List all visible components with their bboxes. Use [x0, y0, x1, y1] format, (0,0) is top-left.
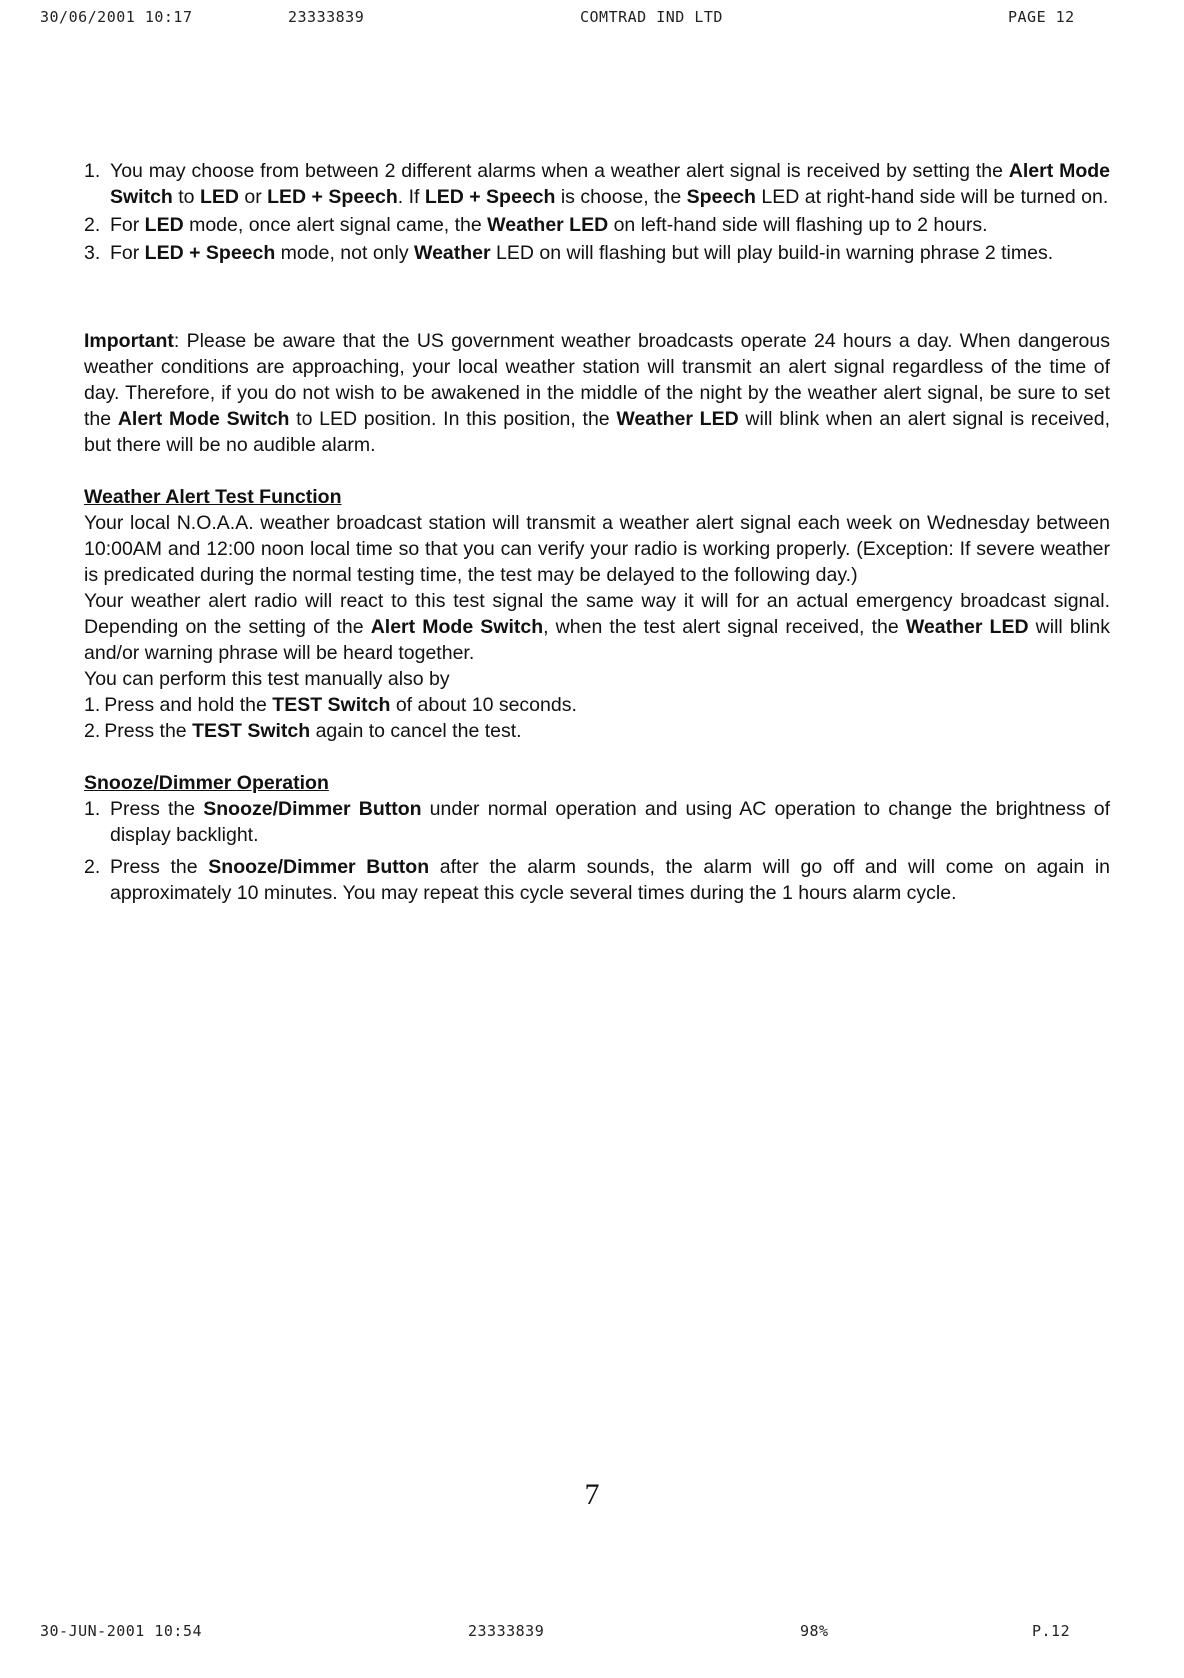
list-number: 2. — [84, 214, 101, 236]
text-run: mode, not only — [275, 242, 415, 264]
fax-footer — [0, 1622, 1184, 1646]
text-run: , when the test alert signal received, the — [543, 616, 906, 638]
text-run: to LED position. In this position, the — [289, 408, 617, 430]
bold-text: LED + Speech — [144, 242, 276, 264]
bold-text: Speech — [686, 186, 756, 208]
list-item-text — [110, 798, 1110, 846]
important-notice — [84, 328, 1110, 458]
list-item — [84, 718, 1110, 744]
list-number: 2. — [84, 856, 101, 878]
list-item — [84, 796, 1110, 848]
fax-header-page: PAGE 12 — [1008, 8, 1075, 26]
fax-footer-number: 23333839 — [468, 1622, 545, 1640]
text-run: on left-hand side will flashing up to 2 hours. — [608, 214, 988, 236]
list-item-text — [104, 694, 577, 716]
bold-text: LED — [199, 186, 239, 208]
list-number: 1. — [84, 694, 101, 716]
bold-text: Snooze/Dimmer Button — [208, 856, 430, 878]
list-number: 2. — [84, 720, 101, 742]
fax-footer-percent: 98% — [800, 1622, 829, 1640]
text-run: Your weather alert radio will react to this test signal the same way it will for an actual emergency broadcast signal. Depending on the setting of the — [84, 590, 1110, 638]
bold-text: LED + Speech — [424, 186, 556, 208]
text-run: or — [238, 186, 268, 208]
fax-footer-datetime: 30-JUN-2001 10:54 — [40, 1622, 203, 1640]
fax-footer-page: P.12 — [1032, 1622, 1071, 1640]
test-paragraph — [84, 588, 1110, 666]
fax-header-datetime: 30/06/2001 10:17 — [40, 8, 193, 26]
list-number: 1. — [84, 160, 101, 182]
text-run: Press the — [110, 798, 204, 820]
test-paragraph — [84, 666, 1110, 692]
list-item-text — [110, 856, 1110, 904]
text-run: under normal operation and using AC operation to change the brightness of display backlight. — [110, 798, 1111, 846]
text-run: For — [110, 214, 145, 236]
list-number: 3. — [84, 242, 101, 264]
list-item — [84, 212, 1110, 238]
fax-header-number: 23333839 — [288, 8, 365, 26]
list-item-text — [104, 720, 521, 742]
bold-text: Alert Mode Switch — [117, 408, 290, 430]
text-run: LED at right-hand side will be turned on. — [755, 186, 1109, 208]
text-run: You can perform this test manually also by — [84, 668, 450, 690]
text-run: Press and hold the — [104, 694, 273, 716]
bold-text: Weather LED — [616, 408, 739, 430]
text-run: You may choose from between 2 different alarms when a weather alert signal is received by setting the — [110, 160, 1009, 182]
alert-mode-list — [84, 158, 1110, 266]
text-run: to — [172, 186, 200, 208]
bold-text: Alert Mode Switch — [370, 616, 544, 638]
list-item — [84, 158, 1110, 210]
text-run: : Please be aware that the US government weather broadcasts operate 24 hours a day. When dangerous weather conditions are approaching, your local weather station will transmit an alert signal regardless of the time of day. Therefore, if you do not wish to be awakened in the middle of the night by the weather alert signal, be sure to set the — [84, 330, 1110, 430]
bold-text: LED + Speech — [267, 186, 398, 208]
bold-text: Snooze/Dimmer Button — [203, 798, 422, 820]
test-paragraph — [84, 510, 1110, 588]
text-run: . If — [397, 186, 425, 208]
bold-text: TEST Switch — [272, 694, 391, 716]
bold-text: Weather LED — [905, 616, 1029, 638]
text-run: For — [110, 242, 145, 264]
list-item-text — [110, 214, 988, 236]
fax-header — [0, 8, 1184, 32]
text-run: of about 10 seconds. — [390, 694, 577, 716]
bold-text: Important — [84, 330, 174, 352]
snooze-list — [84, 796, 1110, 906]
list-number: 1. — [84, 798, 101, 820]
list-item — [84, 240, 1110, 266]
bold-text: Weather — [414, 242, 491, 264]
fax-header-company: COMTRAD IND LTD — [580, 8, 723, 26]
text-run: mode, once alert signal came, the — [183, 214, 488, 236]
text-run: will blink and/or warning phrase will be heard together. — [84, 616, 1110, 664]
text-run: is choose, the — [555, 186, 687, 208]
text-run: Your local N.O.A.A. weather broadcast station will transmit a weather alert signal each week on Wednesday between 10:00AM and 12:00 noon local time so that you can verify your radio is working properly. (Exception: If severe weather is predicated during the normal testing time, the test may be delayed to the following day.) — [84, 512, 1110, 586]
page-number: 7 — [584, 1478, 600, 1511]
document-body — [84, 158, 1110, 912]
bold-text: Alert Mode Switch — [110, 160, 1110, 208]
text-run: Press the — [104, 720, 193, 742]
text-run: Press the — [110, 856, 209, 878]
section-heading-weather-alert-test: Weather Alert Test Function — [84, 486, 342, 508]
text-run: LED on will flashing but will play build-in warning phrase 2 times. — [490, 242, 1054, 264]
bold-text: LED — [144, 214, 184, 236]
bold-text: TEST Switch — [192, 720, 311, 742]
text-run: again to cancel the test. — [310, 720, 522, 742]
text-run: after the alarm sounds, the alarm will go off and will come on again in approximately 10 minutes. You may repeat this cycle several times during the 1 hours alarm cycle. — [110, 856, 1110, 904]
list-item — [84, 854, 1110, 906]
text-run: will blink when an alert signal is received, but there will be no audible alarm. — [84, 408, 1111, 456]
list-item-text — [110, 242, 1053, 264]
list-item — [84, 692, 1110, 718]
section-heading-snooze-dimmer: Snooze/Dimmer Operation — [84, 772, 329, 794]
list-item-text — [110, 160, 1110, 208]
bold-text: Weather LED — [487, 214, 609, 236]
test-steps-list — [84, 692, 1110, 744]
